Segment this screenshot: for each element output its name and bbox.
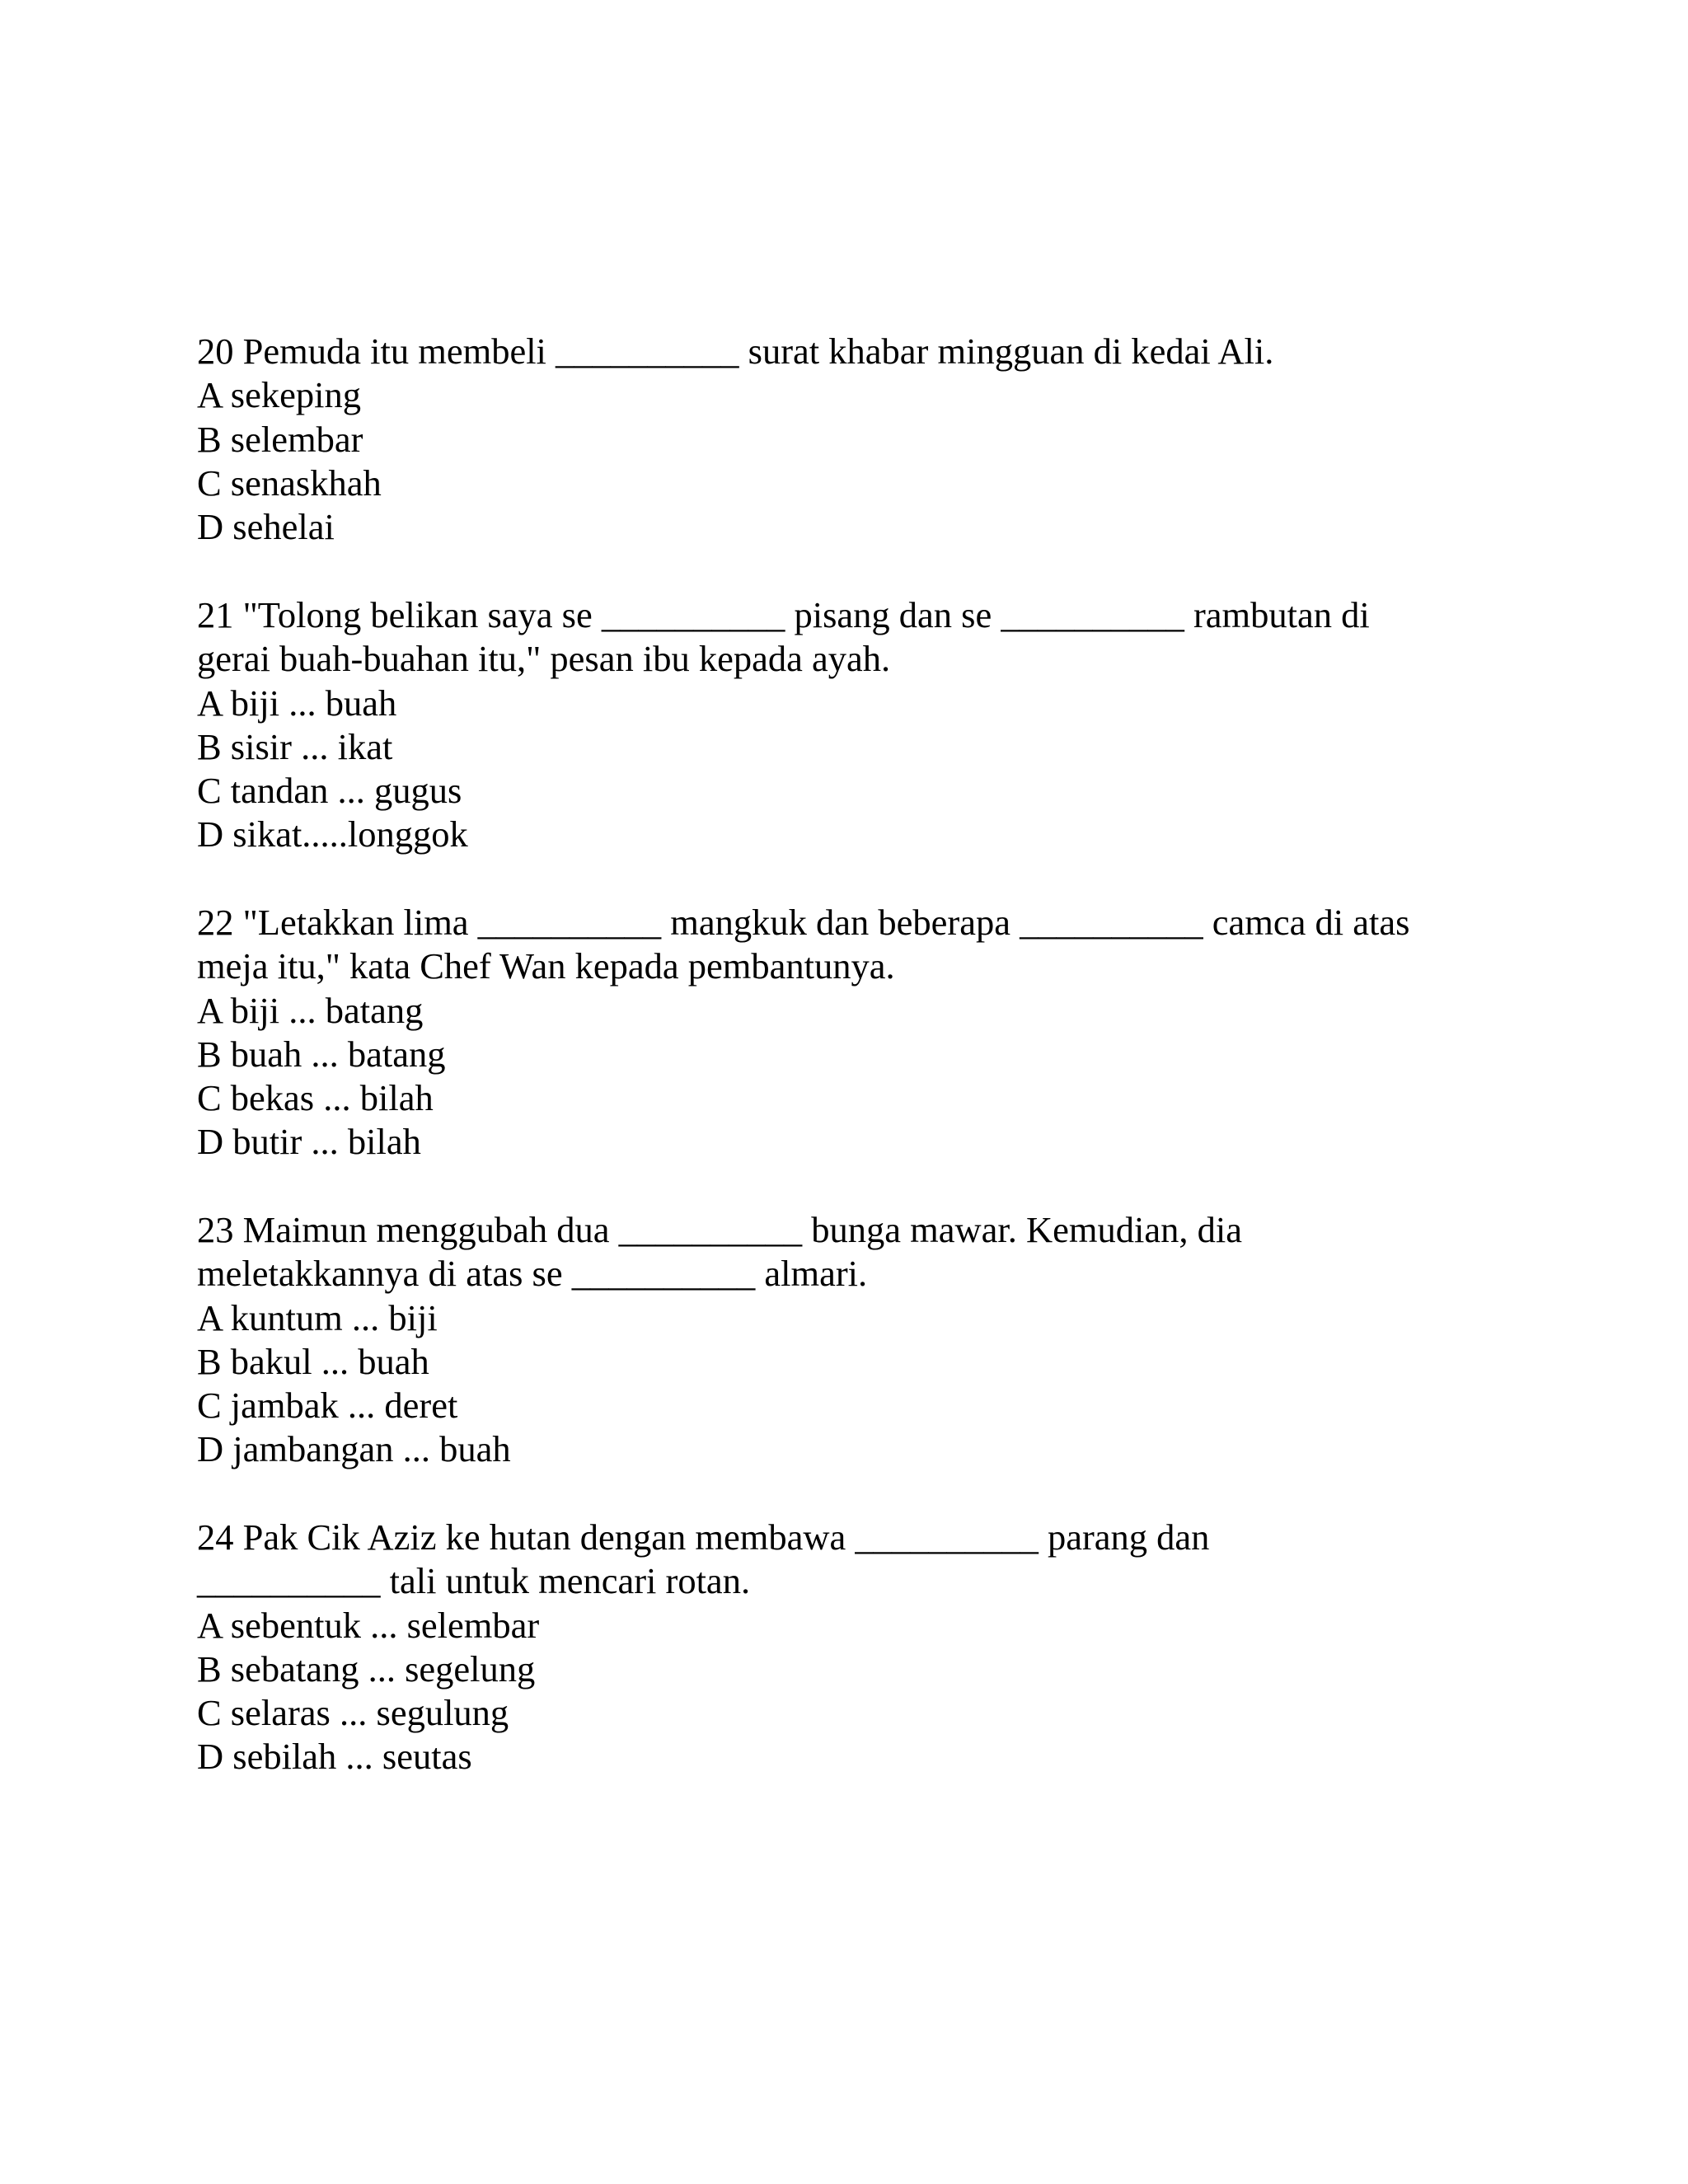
question-stem-continuation: gerai buah-buahan itu," pesan ibu kepada ayah.	[197, 638, 891, 680]
option-d: D sikat.....longgok	[197, 813, 468, 855]
option-c: C bekas ... bilah	[197, 1077, 434, 1119]
question-stem: 21 "Tolong belikan saya se __________ pisang dan se __________ rambutan di	[197, 594, 1370, 635]
option-b: B selembar	[197, 418, 363, 460]
option-b: B buah ... batang	[197, 1033, 446, 1075]
option-c: C tandan ... gugus	[197, 770, 462, 812]
option-b: B sisir ... ikat	[197, 725, 393, 767]
option-c: C jambak ... deret	[197, 1385, 458, 1427]
question-stem: 20 Pemuda itu membeli __________ surat khabar mingguan di kedai Ali.	[197, 330, 1274, 372]
option-d: D jambangan ... buah	[197, 1428, 511, 1470]
question-stem-continuation: __________ tali untuk mencari rotan.	[197, 1560, 751, 1602]
question-22	[197, 901, 1516, 1165]
option-a: A biji ... batang	[197, 989, 424, 1031]
question-stem: 23 Maimun menggubah dua __________ bunga mawar. Kemudian, dia	[197, 1209, 1243, 1250]
question-stem-continuation: meletakkannya di atas se __________ almari.	[197, 1253, 868, 1295]
question-stem: 22 "Letakkan lima __________ mangkuk dan beberapa __________ camca di atas	[197, 902, 1410, 943]
option-a: A sebentuk ... selembar	[197, 1604, 540, 1646]
option-d: D sehelai	[197, 506, 335, 548]
question-stem-continuation: meja itu," kata Chef Wan kepada pembantunya.	[197, 945, 895, 987]
question-24	[197, 1516, 1516, 1779]
question-20	[197, 330, 1516, 549]
option-a: A biji ... buah	[197, 682, 397, 724]
option-a: A kuntum ... biji	[197, 1296, 438, 1338]
option-d: D sebilah ... seutas	[197, 1736, 472, 1778]
option-b: B sebatang ... segelung	[197, 1647, 536, 1690]
option-b: B bakul ... buah	[197, 1340, 429, 1382]
option-c: C selaras ... segulung	[197, 1692, 509, 1734]
question-21	[197, 593, 1516, 857]
option-a: A sekeping	[197, 374, 361, 416]
option-d: D butir ... bilah	[197, 1121, 421, 1163]
option-c: C senaskhah	[197, 462, 382, 504]
question-stem: 24 Pak Cik Aziz ke hutan dengan membawa __________ parang dan	[197, 1516, 1210, 1558]
question-23	[197, 1208, 1516, 1472]
